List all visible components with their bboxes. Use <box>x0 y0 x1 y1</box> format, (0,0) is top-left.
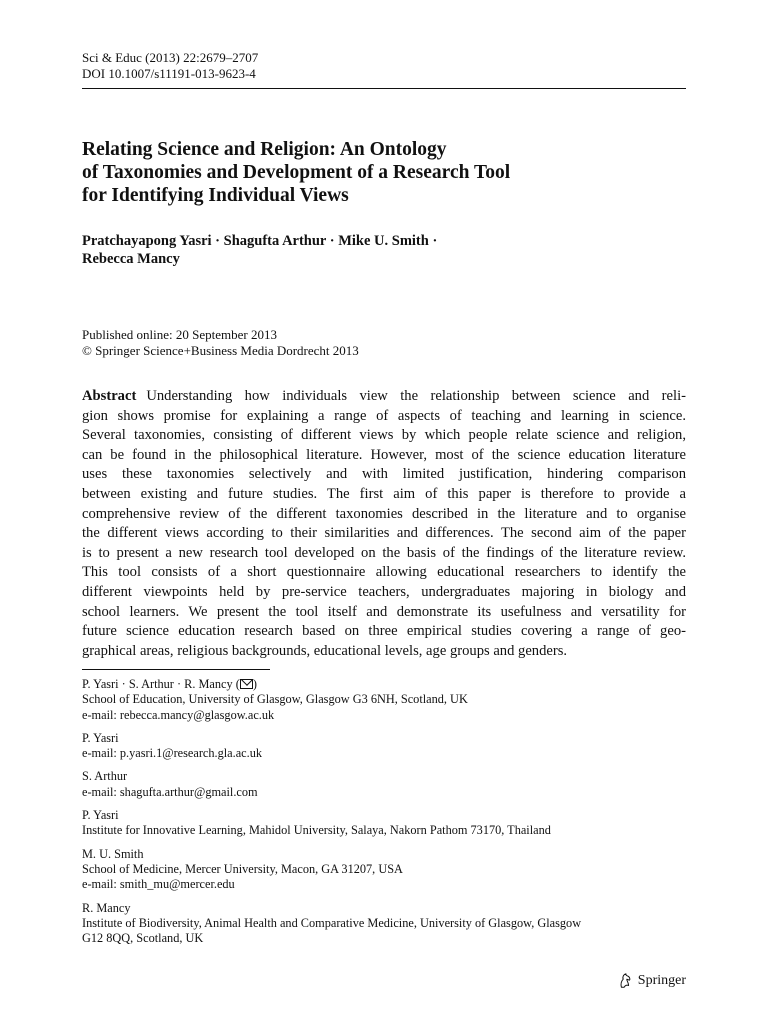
paper-title <box>82 138 686 207</box>
affiliation-group <box>82 847 686 893</box>
title-line: for Identifying Individual Views <box>82 185 349 206</box>
affiliation-author: M. U. Smith <box>82 846 144 861</box>
abstract-line: between existing and future studies. The first aim of this paper is therefore to provide a <box>82 485 686 502</box>
abstract-line: This tool consists of a short questionnaire allowing educational researchers to identify the <box>82 564 686 581</box>
affiliation-address: School of Medicine, Mercer University, Macon, GA 31207, USA <box>82 861 403 876</box>
abstract-line: different viewpoints held by pre-service teachers, undergraduates majoring in biology and <box>82 583 686 600</box>
affiliation-author: P. Yasri <box>82 730 119 745</box>
affiliation-email: e-mail: rebecca.mancy@glasgow.ac.uk <box>82 707 275 722</box>
affiliation-authors: P. Yasri · S. Arthur · R. Mancy ( ) <box>82 677 257 691</box>
header-rule <box>82 88 686 89</box>
abstract <box>82 387 686 661</box>
affiliation-address: School of Education, University of Glasgow, Glasgow G3 6NH, Scotland, UK <box>82 692 468 707</box>
abstract-line: comprehensive review of the different taxonomies described in the literature and to organise <box>82 505 686 522</box>
affiliation-email: e-mail: smith_mu@mercer.edu <box>82 877 235 892</box>
abstract-line: is to present a new research tool developed on the basis of the findings of the literature review. <box>82 544 686 561</box>
journal-header <box>82 50 258 82</box>
title-line: of Taxonomies and Development of a Research Tool <box>82 162 511 183</box>
copyright-notice: © Springer Science+Business Media Dordrecht 2013 <box>82 343 359 358</box>
abstract-line: school learners. We present the tool itself and demonstrate its usefulness and versatility for <box>82 603 686 620</box>
publisher-logo <box>616 972 686 990</box>
published-online: Published online: 20 September 2013 <box>82 327 277 342</box>
abstract-line: future science education research based on three empirical studies covering a range of geo- <box>82 623 686 640</box>
affiliation-group <box>82 769 686 800</box>
affiliation-email: e-mail: p.yasri.1@research.gla.ac.uk <box>82 746 262 761</box>
author-line: Pratchayapong Yasri · Shagufta Arthur · Mike U. Smith · <box>82 233 438 249</box>
abstract-line: the different views according to their similarities and differences. The second aim of the paper <box>82 525 686 542</box>
abstract-label: Abstract <box>82 388 137 404</box>
author-line: Rebecca Mancy <box>82 251 180 267</box>
abstract-text: Understanding how individuals view the relationship between science and reli- <box>146 388 686 404</box>
journal-citation: Sci & Educ (2013) 22:2679–2707 <box>82 50 259 65</box>
affiliations <box>82 677 686 954</box>
author-list <box>82 232 437 268</box>
affiliation-author: P. Yasri <box>82 808 119 823</box>
publication-info <box>82 327 359 359</box>
abstract-line: Several taxonomies, consisting of different views by which people relate science and religion, <box>82 427 686 444</box>
title-line: Relating Science and Religion: An Ontology <box>82 139 447 160</box>
envelope-icon <box>240 679 253 689</box>
affiliation-address: Institute for Innovative Learning, Mahidol University, Salaya, Nakorn Pathom 73170, Thailand <box>82 823 551 838</box>
affiliation-author: S. Arthur <box>82 769 128 784</box>
abstract-line: gion shows promise for explaining a range of aspects of teaching and learning in science. <box>82 407 686 424</box>
affiliation-author: R. Mancy <box>82 900 131 915</box>
springer-horse-icon <box>616 972 634 990</box>
affiliation-address: G12 8QQ, Scotland, UK <box>82 931 204 946</box>
footnote-rule <box>82 669 270 670</box>
abstract-line <box>82 387 686 407</box>
affiliation-email: e-mail: shagufta.arthur@gmail.com <box>82 784 258 799</box>
affiliation-address: Institute of Biodiversity, Animal Health and Comparative Medicine, University of Glasgow, Glasgow <box>82 915 582 930</box>
abstract-line: can be found in the philosophical literature. However, most of the science education literature <box>82 446 686 463</box>
affiliation-group <box>82 901 686 947</box>
abstract-line: uses these taxonomies selectively and with limited justification, hindering comparison <box>82 466 686 483</box>
affiliation-group <box>82 677 686 723</box>
abstract-line: graphical areas, religious backgrounds, educational levels, age groups and genders. <box>82 642 568 659</box>
affiliation-group <box>82 731 686 762</box>
publisher-name: Springer <box>637 973 686 988</box>
affiliation-group <box>82 808 686 839</box>
journal-doi: DOI 10.1007/s11191-013-9623-4 <box>82 66 256 81</box>
